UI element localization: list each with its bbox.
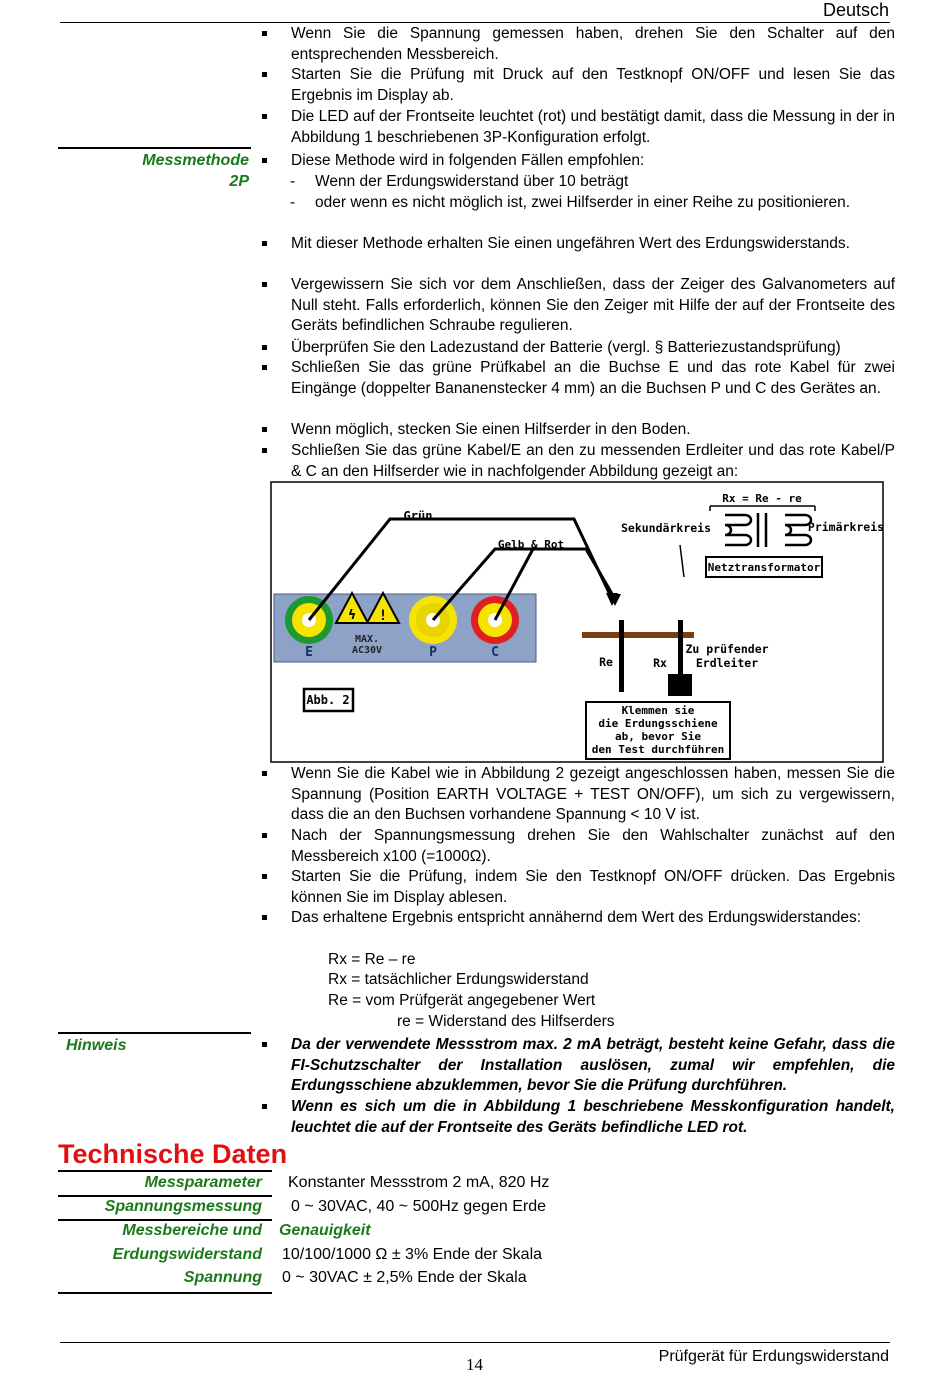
- spec-label: Erdungswiderstand: [112, 1246, 262, 1263]
- list-item: Nach der Spannungsmessung drehen Sie den Wahlschalter zunächst auf den Messbereich x100 (=1000Ω).: [262, 826, 895, 867]
- figure-connection-diagram: [270, 481, 884, 763]
- page-number: 14: [466, 1355, 483, 1374]
- label-primary: Primärkreis: [807, 520, 884, 534]
- svg-text:C: C: [491, 645, 499, 660]
- spec-value: Konstanter Messstrom 2 mA, 820 Hz: [288, 1174, 550, 1191]
- formula-line: Rx = tatsächlicher Erdungswiderstand: [328, 971, 589, 988]
- list-item: Wenn es sich um die in Abbildung 1 beschriebene Messkonfiguration handelt, leuchtet die auf der Frontseite des Geräts befindliche LED rot.: [262, 1097, 895, 1138]
- spec-label: Spannungsmessung: [104, 1198, 262, 1215]
- label-green: Grün: [403, 509, 433, 523]
- spec-label: Messparameter: [144, 1174, 262, 1191]
- spec-value-subheading: Genauigkeit: [279, 1222, 371, 1239]
- spec-rule: [58, 1219, 272, 1221]
- formula-line: re = Widerstand des Hilfserders: [397, 1013, 615, 1030]
- list-item: Mit dieser Methode erhalten Sie einen ungefähren Wert des Erdungswiderstands.: [262, 234, 895, 255]
- svg-text:P: P: [429, 645, 437, 660]
- list-item: Schließen Sie das grüne Prüfkabel an die Buchse E und das rote Kabel für zwei Eingänge (doppelter Bananenstecker 4 mm) an die Buchsen P und C des Gerätes an.: [262, 358, 895, 399]
- note-rule: [58, 1032, 251, 1034]
- earth-bar: [582, 632, 694, 638]
- label-re: Re: [599, 655, 613, 669]
- spec-rule: [58, 1292, 272, 1294]
- spec-value: 0 ~ 30VAC, 40 ~ 500Hz gegen Erde: [291, 1198, 546, 1215]
- tech-rule: [58, 1170, 272, 1172]
- list-item: Schließen Sie das grüne Kabel/E an den zu messenden Erdleiter und das rote Kabel/P & C an den Hilfserder wie in nachfolgender Abbildung gezeigt an:: [262, 441, 895, 482]
- svg-text:die Erdungsschiene: die Erdungsschiene: [598, 717, 718, 730]
- list-item: Wenn Sie die Spannung gemessen haben, drehen Sie den Schalter auf den entsprechenden Messbereich.: [262, 24, 895, 65]
- list-item: Wenn möglich, stecken Sie einen Hilfserder in den Boden.: [262, 420, 895, 441]
- svg-text:Klemmen sie: Klemmen sie: [621, 704, 695, 717]
- svg-text:!: !: [378, 608, 388, 624]
- list-item: Da der verwendete Messstrom max. 2 mA beträgt, besteht keine Gefahr, dass die FI-Schutzschalter der Installation auslösen, zumal wir empfehlen, die Erdungsschiene abzuklemmen, bevor Sie die Prüfung durchführen.: [262, 1035, 895, 1097]
- spec-label: Spannung: [183, 1269, 262, 1286]
- footer-rule: [60, 1342, 890, 1343]
- left-margin-rule: [60, 22, 250, 23]
- label-yellow-red: Gelb & Rot: [497, 538, 565, 551]
- list-item: Diese Methode wird in folgenden Fällen empfohlen:: [262, 151, 895, 172]
- list-item: Vergewissern Sie sich vor dem Anschließen, dass der Zeiger des Galvanometers auf Null steht. Falls erforderlich, können Sie den Zeiger mit Hilfe der auf der Frontseite des Geräts befindlichen Schraube regulieren.: [262, 275, 895, 337]
- figure-label: Abb. 2: [306, 693, 350, 707]
- list-item: Starten Sie die Prüfung, indem Sie den Testknopf ON/OFF drücken. Das Ergebnis können Sie im Display ablesen.: [262, 867, 895, 908]
- label-conductor-2: Erdleiter: [695, 656, 759, 670]
- list-item: Überprüfen Sie den Ladezustand der Batterie (vergl. § Batteriezustandsprüfung): [262, 338, 895, 359]
- max-label: MAX.: [354, 634, 380, 645]
- clamp-block: [668, 674, 692, 696]
- section-label-2p: 2P: [229, 173, 249, 190]
- svg-text:ab, bevor Sie: ab, bevor Sie: [614, 730, 702, 743]
- spec-label: Messbereiche und: [122, 1222, 262, 1239]
- list-item: Wenn Sie die Kabel wie in Abbildung 2 gezeigt angeschlossen haben, messen Sie die Spannung (Position EARTH VOLTAGE + TEST ON/OFF), um sich zu vergewissern, dass die an den Buchsen vorhandene Spannung < 10 V ist.: [262, 764, 895, 826]
- list-item: Starten Sie die Prüfung mit Druck auf den Testknopf ON/OFF und lesen Sie das Ergebnis im Display ab.: [262, 65, 895, 106]
- spec-rule: [58, 1195, 272, 1197]
- section-rule: [58, 147, 251, 149]
- note-label: Hinweis: [66, 1037, 127, 1054]
- svg-text:ϟ: ϟ: [348, 608, 356, 623]
- svg-text:E: E: [305, 645, 313, 660]
- formula-line: Re = vom Prüfgerät angegebener Wert: [328, 992, 596, 1009]
- label-rx: Rx: [653, 656, 667, 670]
- tech-title: Technische Daten: [58, 1139, 288, 1169]
- label-secondary: Sekundärkreis: [620, 521, 712, 535]
- label-transformer: Netztransformator: [707, 561, 821, 574]
- transformer-formula: Rx = Re - re: [722, 492, 802, 505]
- section-label-method: Messmethode: [142, 152, 249, 169]
- header-language: Deutsch: [822, 0, 889, 20]
- spec-value: 10/100/1000 Ω ± 3% Ende der Skala: [282, 1246, 543, 1263]
- dash-item: - oder wenn es nicht möglich ist, zwei Hilfserder in einer Reihe zu positionieren.: [290, 194, 851, 211]
- spec-value: 0 ~ 30VAC ± 2,5% Ende der Skala: [282, 1269, 527, 1286]
- list-item: Die LED auf der Frontseite leuchtet (rot) und bestätigt damit, dass die Messung in der in Abbildung 1 beschriebenen 3P-Konfiguration erfolgt.: [262, 107, 895, 148]
- footer-title: Prüfgerät für Erdungswiderstand: [658, 1348, 889, 1365]
- formula-line: Rx = Re – re: [328, 951, 416, 968]
- svg-text:den Test durchführen: den Test durchführen: [591, 743, 725, 756]
- max-voltage-label: AC30V: [351, 645, 383, 656]
- list-item: Das erhaltene Ergebnis entspricht annähernd dem Wert des Erdungswiderstandes:: [262, 908, 895, 929]
- earth-rod-re: [619, 620, 624, 692]
- label-conductor-1: Zu prüfender: [685, 642, 769, 656]
- dash-item: - Wenn der Erdungswiderstand über 10 beträgt: [290, 173, 629, 190]
